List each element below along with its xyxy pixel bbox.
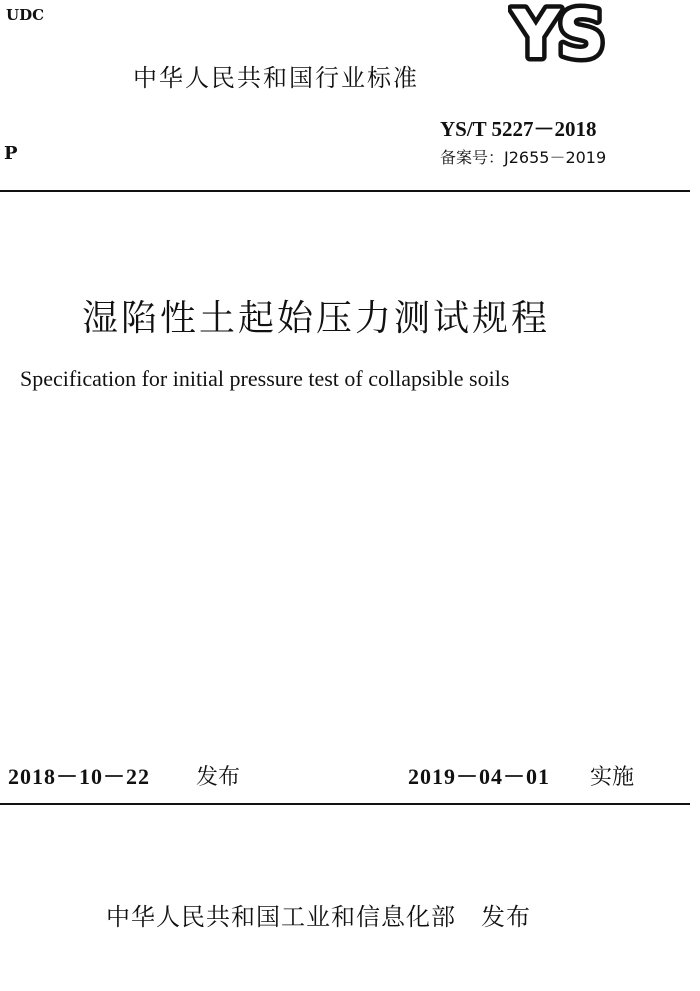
title-chinese: 湿陷性土起始压力测试规程: [82, 298, 551, 339]
implementation-date: 2019－04－01: [408, 764, 551, 789]
ys-logo: [508, 2, 640, 64]
title-english: Specification for initial pressure test of collapsible soils: [20, 366, 510, 391]
standard-code: YS/T 5227－2018: [440, 117, 597, 141]
classification-code: P: [4, 143, 18, 164]
publisher: 中华人民共和国工业和信息化部 发布: [106, 903, 531, 931]
bottom-divider: [0, 803, 690, 805]
filing-number: 备案号：J2655－2019: [440, 148, 607, 167]
udc-label: UDC: [6, 6, 45, 24]
issue-label: 发布: [196, 765, 241, 790]
implementation-label: 实施: [590, 765, 635, 790]
top-divider: [0, 190, 690, 192]
issue-date: 2018－10－22: [8, 764, 151, 789]
standard-type: 中华人民共和国行业标准: [133, 64, 419, 92]
ys-logo-text: YS: [512, 2, 604, 64]
